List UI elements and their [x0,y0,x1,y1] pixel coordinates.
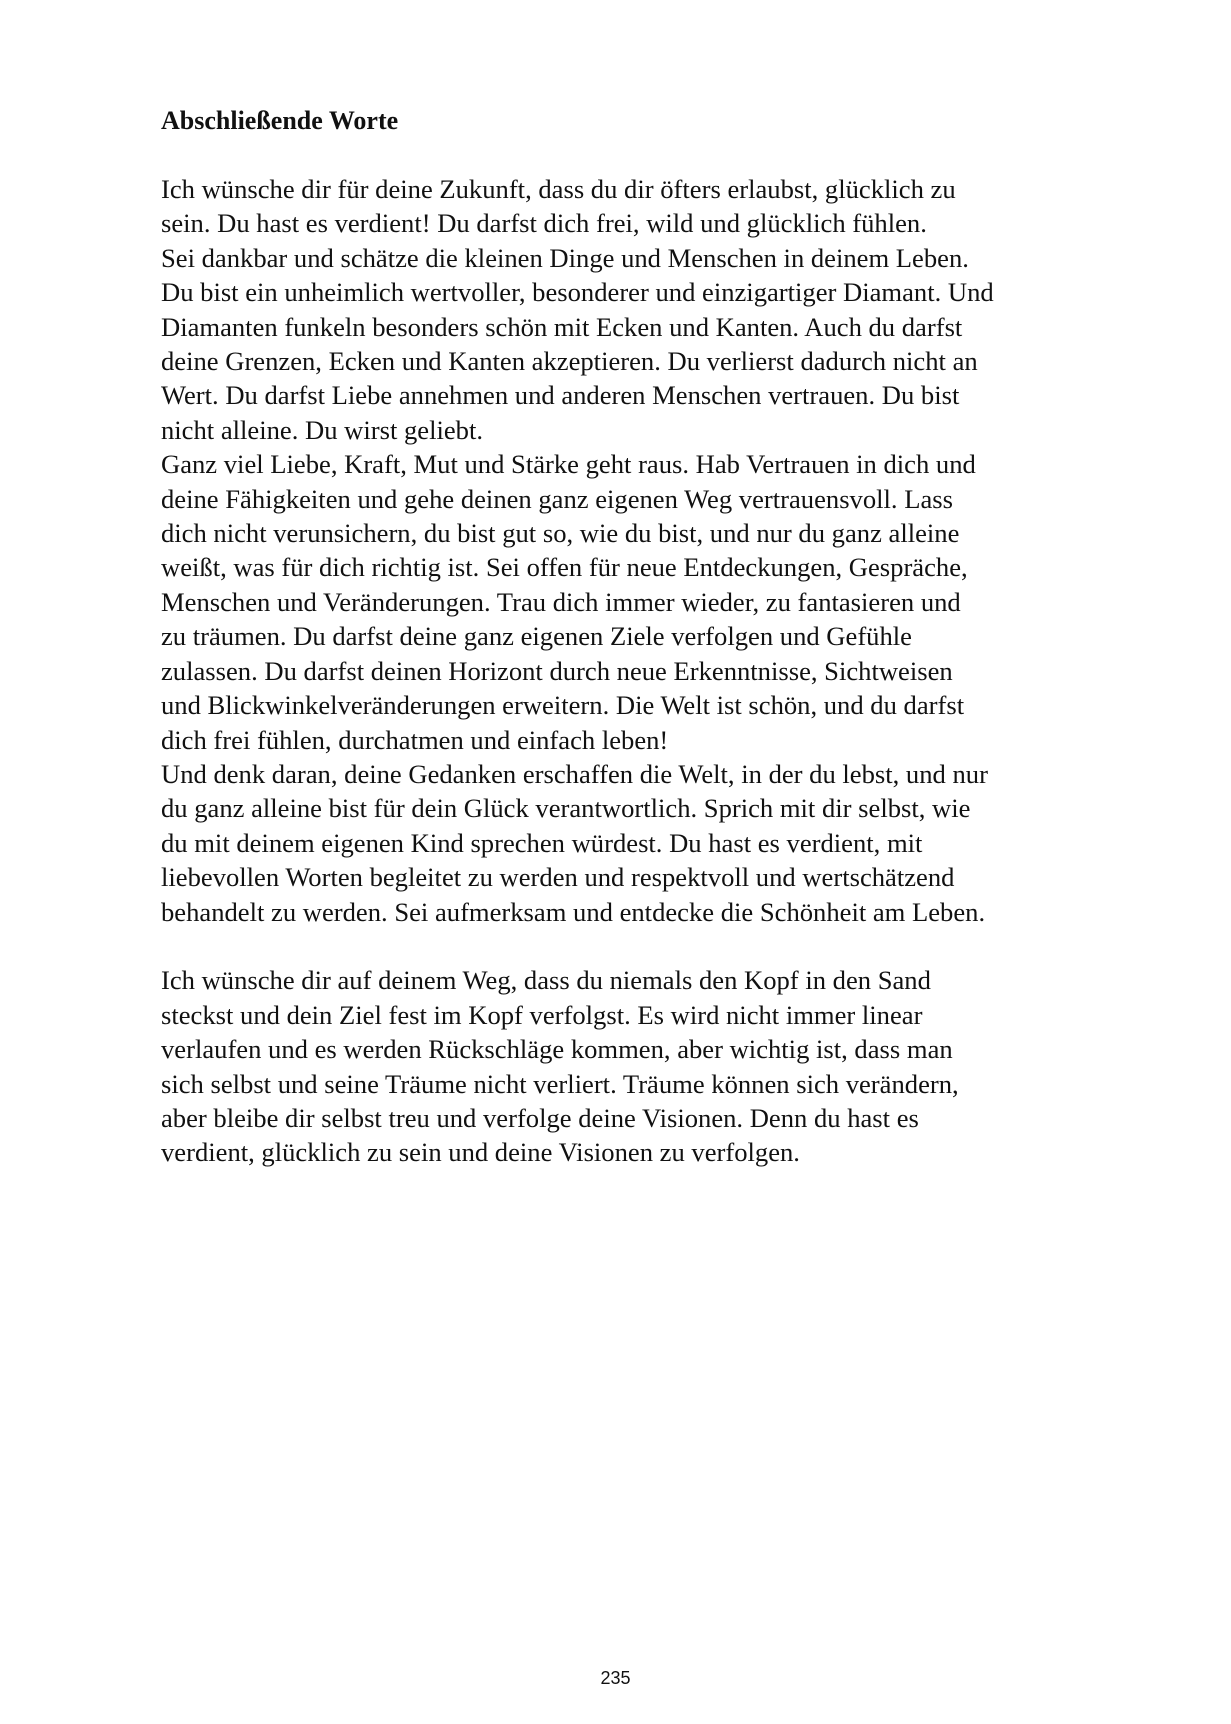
text-line: Menschen und Veränderungen. Trau dich immer wieder, zu fantasieren und [161,586,961,617]
text-line: Ich wünsche dir auf deinem Weg, dass du niemals den Kopf in den Sand [161,965,931,996]
text-line: Sei dankbar und schätze die kleinen Dinge und Menschen in deinem Leben. [161,242,969,273]
paragraph-1 [161,172,1121,929]
text-line: du ganz alleine bist für dein Glück verantwortlich. Sprich mit dir selbst, wie [161,793,971,824]
paragraph-2 [161,963,1121,1169]
text-line: Wert. Du darfst Liebe annehmen und anderen Menschen vertrauen. Du bist [161,380,960,411]
text-line: du mit deinem eigenen Kind sprechen würdest. Du hast es verdient, mit [161,827,923,858]
text-line: verdient, glücklich zu sein und deine Visionen zu verfolgen. [161,1137,800,1168]
page-number: 235 [600,1668,631,1688]
paragraph-spacer [161,929,1121,963]
text-line: nicht alleine. Du wirst geliebt. [161,414,483,445]
text-line: Ich wünsche dir für deine Zukunft, dass du dir öfters erlaubst, glücklich zu [161,174,956,204]
text-line: Ganz viel Liebe, Kraft, Mut und Stärke geht raus. Hab Vertrauen in dich und [161,449,976,480]
text-line: steckst und dein Ziel fest im Kopf verfolgst. Es wird nicht immer linear [161,999,923,1030]
text-line: deine Grenzen, Ecken und Kanten akzeptieren. Du verlierst dadurch nicht an [161,346,978,377]
text-line: aber bleibe dir selbst treu und verfolge deine Visionen. Denn du hast es [161,1102,919,1133]
text-line: weißt, was für dich richtig ist. Sei offen für neue Entdeckungen, Gespräche, [161,552,968,583]
text-line: liebevollen Worten begleitet zu werden und respektvoll und wertschätzend [161,862,955,893]
text-line: deine Fähigkeiten und gehe deinen ganz eigenen Weg vertrauensvoll. Lass [161,483,953,514]
text-line: behandelt zu werden. Sei aufmerksam und entdecke die Schönheit am Leben. [161,896,986,927]
text-line: dich nicht verunsichern, du bist gut so, wie du bist, und nur du ganz alleine [161,518,960,549]
text-line: und Blickwinkelveränderungen erweitern. Die Welt ist schön, und du darfst [161,690,965,721]
text-line: Du bist ein unheimlich wertvoller, besonderer und einzigartiger Diamant. Und [161,277,994,308]
section-heading: Abschließende Worte [161,106,399,135]
text-line: zu träumen. Du darfst deine ganz eigenen Ziele verfolgen und Gefühle [161,621,912,652]
text-line: Diamanten funkeln besonders schön mit Ecken und Kanten. Auch du darfst [161,311,963,342]
text-line: dich frei fühlen, durchatmen und einfach leben! [161,724,669,755]
text-line: Und denk daran, deine Gedanken erschaffen die Welt, in der du lebst, und nur [161,758,988,789]
text-line: sich selbst und seine Träume nicht verliert. Träume können sich verändern, [161,1068,959,1099]
text-line: verlaufen und es werden Rückschläge kommen, aber wichtig ist, dass man [161,1034,953,1065]
page-content [161,104,1121,1170]
text-line: sein. Du hast es verdient! Du darfst dich frei, wild und glücklich fühlen. [161,208,927,239]
text-line: zulassen. Du darfst deinen Horizont durch neue Erkenntnisse, Sichtweisen [161,655,953,686]
